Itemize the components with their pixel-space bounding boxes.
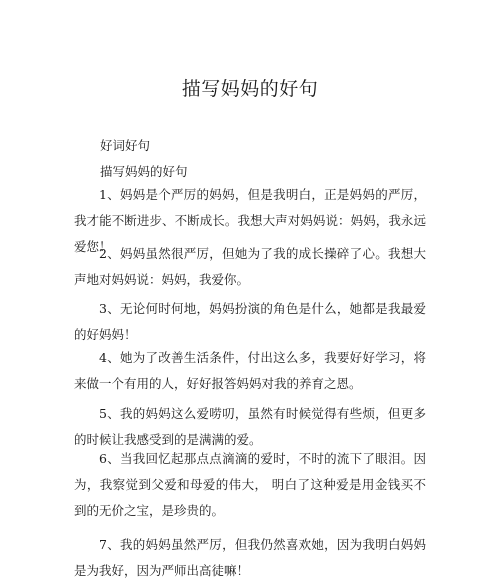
paragraph-6: 6、当我回忆起那点点滴滴的爱时，不时的流下了眼泪。因为，我察觉到父爱和母爱的伟大， 明白了这种爱是用金钱买不到的无价之宝，是珍贵的。 [74,451,426,518]
paragraph-1: 1、妈妈是个严厉的妈妈，但是我明白，正是妈妈的严厉，我才能不断进步、不断成长。我想大声对妈妈说：妈妈，我永远爱您！ [74,187,426,254]
paragraph-2: 2、妈妈虽然很严厉，但她为了我的成长操碎了心。我想大声地对妈妈说：妈妈，我爱你。 [74,246,426,287]
paragraph-7: 7、我的妈妈虽然严厉，但我仍然喜欢她，因为我明白妈妈是为我好，因为严师出高徒嘛！ [74,537,426,578]
paragraph-4: 4、她为了改善生活条件，付出这么多，我要好好学习，将来做一个有用的人，好好报答妈妈对我的养育之恩。 [74,350,426,391]
sub-heading: 描写妈妈的好句 [100,164,188,179]
paragraph-5: 5、我的妈妈这么爱唠叨，虽然有时候觉得有些烦，但更多的时候让我感受到的是满满的爱。 [74,406,426,447]
paragraph-3: 3、无论何时何地，妈妈扮演的角色是什么，她都是我最爱的好妈妈！ [74,301,426,342]
section-heading: 好词好句 [100,138,151,153]
document-title: 描写妈妈的好句 [181,78,319,100]
